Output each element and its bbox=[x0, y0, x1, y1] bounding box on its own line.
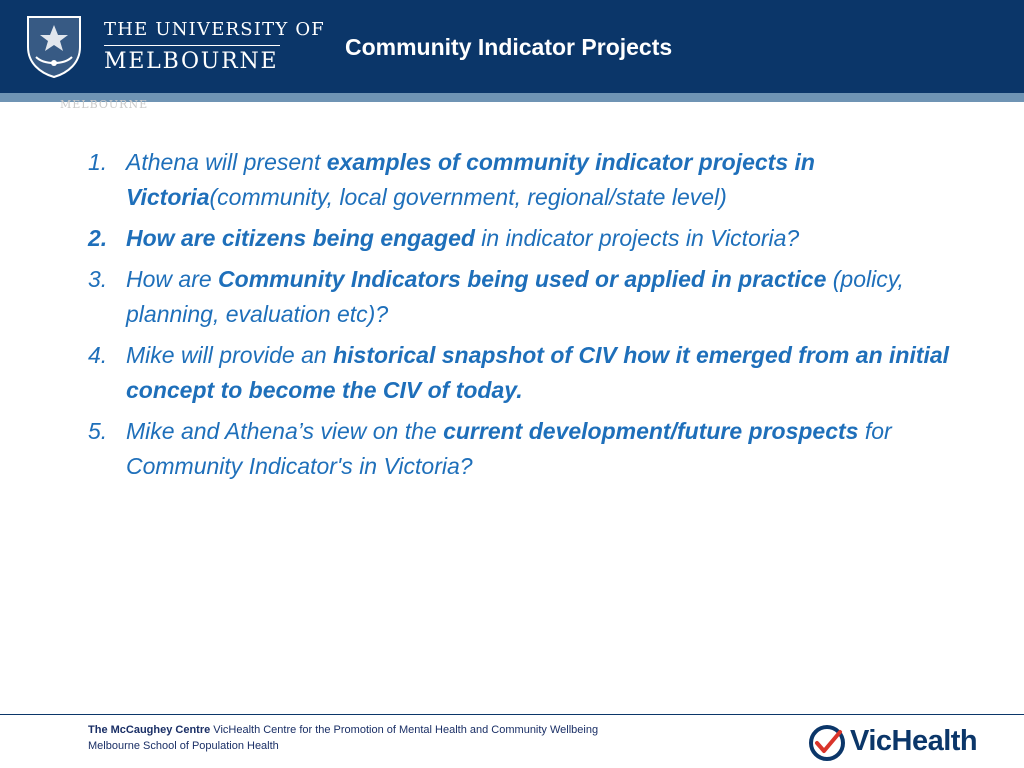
university-name-line1: THE UNIVERSITY OF bbox=[104, 19, 325, 40]
emphasis-text: current development/future prospects bbox=[443, 418, 859, 444]
list-item-number: 4. bbox=[88, 342, 108, 368]
emphasis-text: examples of community indicator projects in Victoria bbox=[126, 149, 815, 210]
list-item-text bbox=[126, 262, 956, 332]
body-text: Mike will provide an bbox=[126, 342, 334, 368]
body-text: (policy, planning, evaluation etc)? bbox=[126, 266, 904, 327]
footer-centre-desc: VicHealth Centre for the Promotion of Mental Health and Community Wellbeing bbox=[210, 724, 599, 736]
university-crest-icon bbox=[22, 13, 86, 79]
list-item-number: 5. bbox=[88, 418, 108, 444]
emphasis-text: Community Indicators being used or applied in practice bbox=[218, 266, 827, 292]
body-text: Mike and Athena’s view on the bbox=[126, 418, 444, 444]
slide-title: Community Indicator Projects bbox=[345, 34, 673, 60]
footer-centre-name: The McCaughey Centre bbox=[88, 724, 211, 736]
list-item-text bbox=[126, 414, 956, 484]
list-item-number: 1. bbox=[88, 149, 108, 175]
vichealth-check-icon bbox=[808, 724, 846, 762]
body-text: Athena will present bbox=[126, 149, 327, 175]
body-text: How are bbox=[126, 266, 219, 292]
university-name-line2: MELBOURNE bbox=[104, 49, 279, 74]
list-item bbox=[88, 262, 968, 332]
list-item bbox=[88, 338, 968, 408]
footer-centre-line bbox=[88, 724, 598, 736]
ghost-watermark-text: MELBOURNE bbox=[60, 98, 149, 111]
emphasis-text: historical snapshot of CIV how it emerged from an initial concept to become the CIV of today. bbox=[126, 342, 950, 403]
footer-school: Melbourne School of Population Health bbox=[88, 740, 279, 752]
logo-divider bbox=[104, 45, 280, 46]
list-item bbox=[88, 414, 968, 484]
list-item bbox=[88, 221, 968, 256]
body-text: in indicator projects in Victoria? bbox=[474, 225, 800, 251]
list-item-text bbox=[126, 145, 956, 215]
body-text: (community, local government, regional/state level) bbox=[209, 184, 727, 210]
list-item-number: 2. bbox=[88, 225, 108, 251]
list-item-text bbox=[126, 221, 956, 256]
list-item-text bbox=[126, 338, 956, 408]
university-logo bbox=[18, 9, 325, 81]
numbered-list bbox=[88, 145, 968, 490]
vichealth-wordmark: VicHealth bbox=[850, 725, 978, 757]
footer-divider bbox=[0, 714, 1024, 715]
body-text: for Community Indicator's in Victoria? bbox=[126, 418, 892, 479]
list-item-number: 3. bbox=[88, 266, 108, 292]
header-stripe bbox=[0, 93, 1024, 102]
vichealth-logo bbox=[808, 722, 988, 762]
emphasis-text: How are citizens being engaged bbox=[126, 225, 475, 251]
list-item bbox=[88, 145, 968, 215]
